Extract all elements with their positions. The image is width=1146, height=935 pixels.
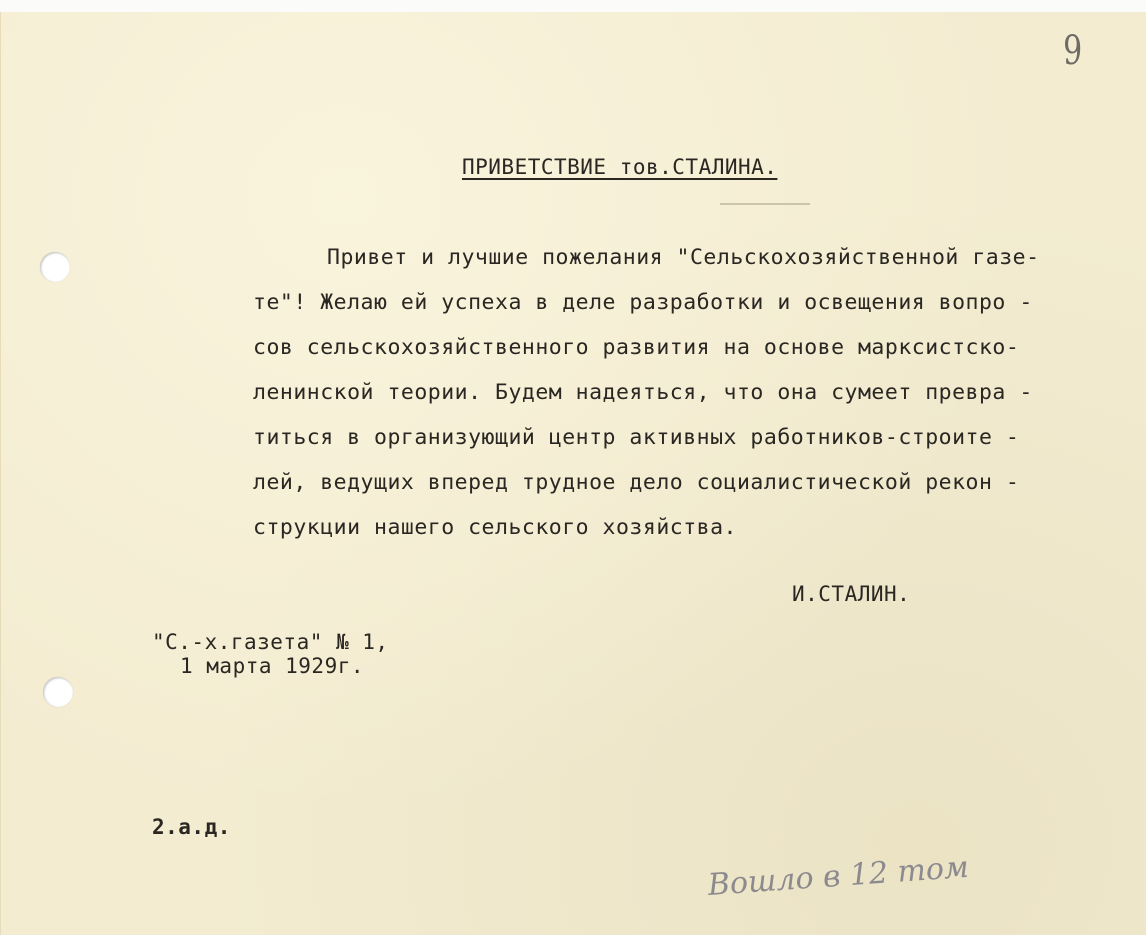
punch-hole-top (40, 252, 70, 282)
scan-top-edge (0, 0, 1146, 12)
body-line-4: ленинской теории. Будем надеяться, что она сумеет превра - (253, 380, 1033, 405)
body-line-7: струкции нашего сельского хозяйства. (253, 515, 737, 540)
page-number: 9 (1063, 28, 1083, 74)
document-title: ПРИВЕТСТВИЕ тов.СТАЛИНА. (462, 155, 778, 179)
citation-source: "С.-х.газета" № 1, (152, 630, 389, 654)
citation-date: 1 марта 1929г. (180, 654, 365, 678)
footnote: 2.а.д. (152, 815, 231, 839)
faint-mark (720, 203, 810, 205)
body-line-1: Привет и лучшие пожелания "Сельскохозяйственной газе- (327, 245, 1040, 270)
body-line-5: титься в организующий центр активных работников-строите - (253, 425, 1020, 450)
signature: И.СТАЛИН. (792, 582, 911, 606)
punch-hole-bottom (43, 677, 73, 707)
body-line-2: те"! Желаю ей успеха в деле разработки и освещения вопро - (253, 290, 1033, 315)
body-line-3: сов сельскохозяйственного развития на основе марксистско- (253, 335, 1020, 360)
handwritten-note: Вошло в 12 том (706, 849, 970, 903)
body-line-6: лей, ведущих вперед трудное дело социалистической рекон - (253, 470, 1020, 495)
